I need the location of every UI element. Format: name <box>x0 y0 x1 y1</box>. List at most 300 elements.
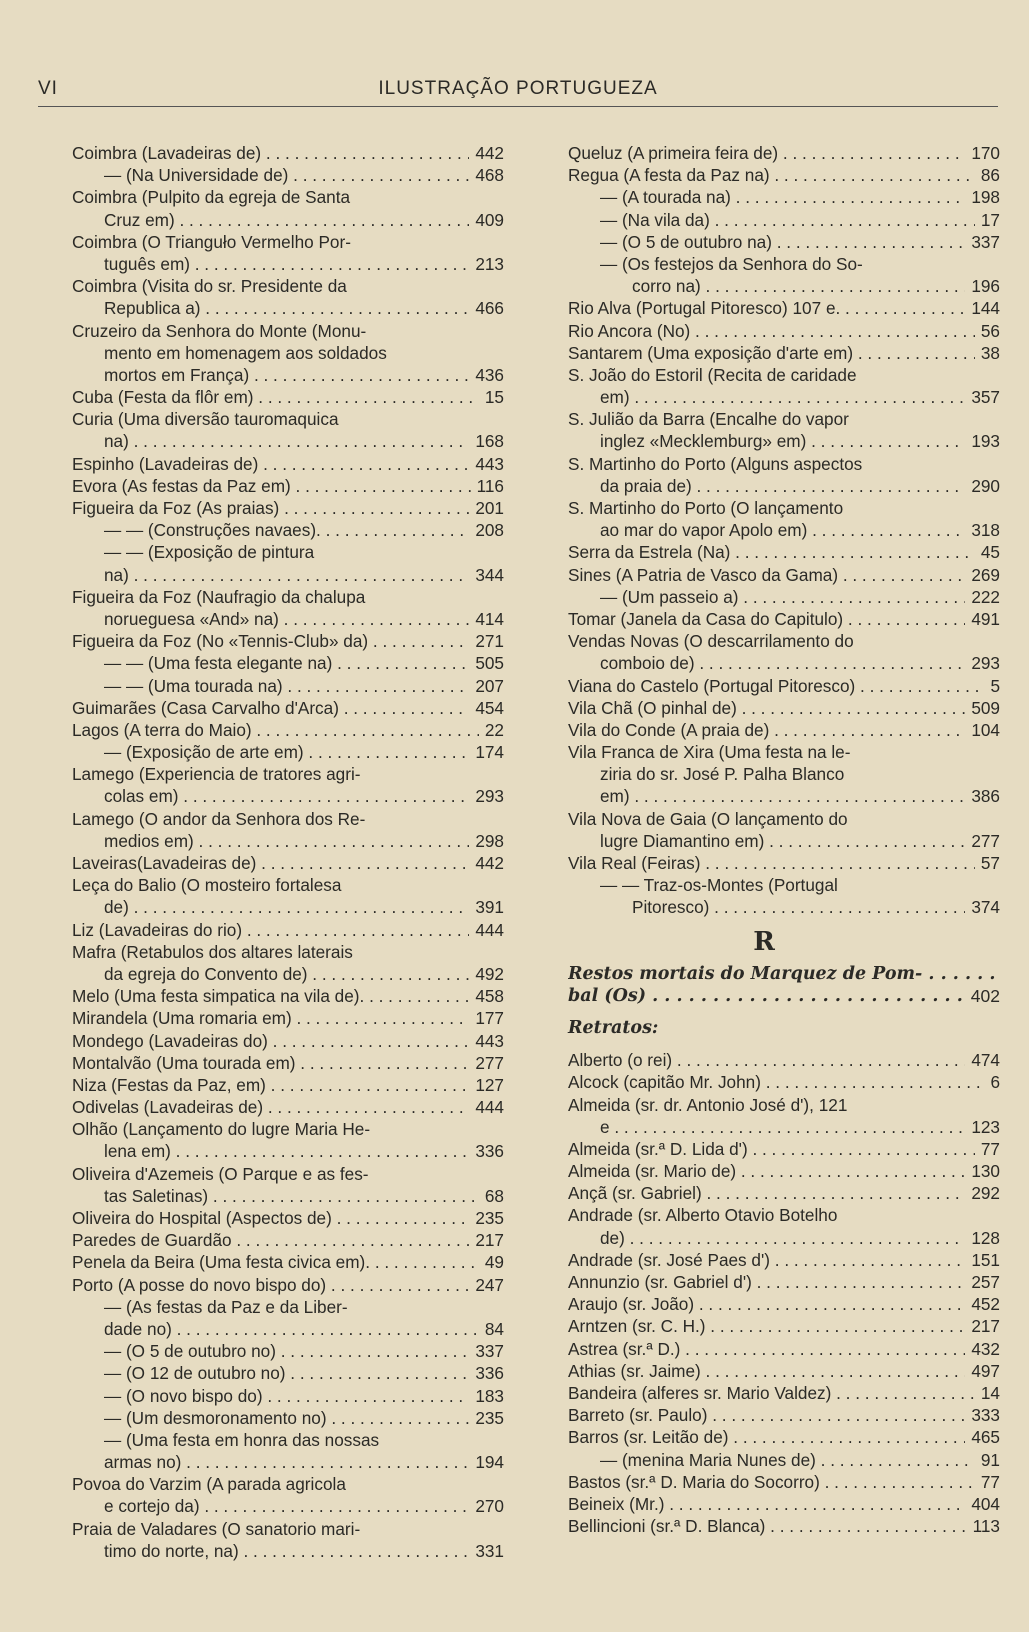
index-entry <box>72 1495 504 1517</box>
entry-page: 207 <box>469 675 504 697</box>
entry-page: 277 <box>469 1052 504 1074</box>
entry-page: 201 <box>469 497 504 519</box>
index-entry <box>568 697 1000 719</box>
entry-text: Lagos (A terra do Maio) . . . <box>72 719 504 741</box>
entry-text: Sines (A Patria de Vasco da Gama) . . . <box>568 564 1000 586</box>
entry-page: 151 <box>965 1249 1000 1271</box>
index-entry <box>72 741 504 763</box>
index-entry <box>568 453 1000 475</box>
entry-page: 318 <box>965 519 1000 541</box>
index-entry <box>568 364 1000 386</box>
index-entry <box>72 919 504 941</box>
index-entry <box>568 1049 1000 1071</box>
entry-text: Oliveira d'Azemeis (O Parque e as fes- <box>72 1163 369 1184</box>
index-entry <box>72 253 504 275</box>
index-entry <box>72 1451 504 1473</box>
index-entry <box>72 497 504 519</box>
entry-text: Viana do Castelo (Portugal Pitoresco) . . . <box>568 675 1000 697</box>
index-entry <box>568 1160 1000 1182</box>
entry-text: ziria do sr. José P. Palha Blanco <box>600 764 845 785</box>
index-entry <box>72 1030 504 1052</box>
index-entry <box>72 1362 504 1384</box>
index-column-left <box>72 142 504 1562</box>
entry-text: Ançã (sr. Gabriel) . . . <box>568 1182 1000 1204</box>
entry-page: 436 <box>469 364 504 386</box>
entry-page: 38 <box>975 342 1000 364</box>
entry-text: Alcock (capitão Mr. John) . . . <box>568 1071 1000 1093</box>
index-entry <box>72 408 504 430</box>
entry-text: da praia de) . . . <box>568 475 1000 497</box>
index-entry <box>568 675 1000 697</box>
entry-text: Curia (Uma diversão tauromaquica <box>72 409 339 430</box>
index-entry <box>72 1540 504 1562</box>
entry-text: Almeida (sr. dr. Antonio José d'), 121 <box>568 1094 848 1115</box>
entry-text: Almeida (sr. Mario de) . . . <box>568 1160 1000 1182</box>
index-entry-restos-cont <box>568 985 1000 1007</box>
entry-text: Porto (A posse do novo bispo do) . . . <box>72 1274 504 1296</box>
index-entry <box>72 1052 504 1074</box>
entry-text: Liz (Lavadeiras do rio) . . . <box>72 919 504 941</box>
entry-page: 444 <box>469 919 504 941</box>
index-entry <box>568 541 1000 563</box>
entry-text: Vendas Novas (O descarrilamento do <box>568 631 854 652</box>
entry-text: de) . . . <box>72 896 504 918</box>
entry-text: Serra da Estrela (Na) . . . <box>568 541 1000 563</box>
index-entry <box>72 1340 504 1362</box>
entry-text: — (Na Universidade de) . . . <box>72 164 504 186</box>
entry-text: — (menina Maria Nunes de) . . . <box>568 1449 1000 1471</box>
entry-text: — — (Exposição de pintura <box>104 542 315 563</box>
entry-page: 235 <box>469 1407 504 1429</box>
entry-page: 113 <box>967 1515 1000 1537</box>
entry-text: Beineix (Mr.) . . . <box>568 1493 1000 1515</box>
entry-text: medios em) . . . <box>72 830 504 852</box>
index-entry <box>72 874 504 896</box>
entry-text: Barreto (sr. Paulo) . . . <box>568 1404 1000 1426</box>
entry-page: 57 <box>975 852 1000 874</box>
entry-text: — (O 12 de outubro no) . . . <box>72 1362 504 1384</box>
entry-text: Almeida (sr.ª D. Lida d') . . . <box>568 1138 1000 1160</box>
entry-text: S. Martinho do Porto (Alguns aspectos <box>568 453 863 474</box>
entry-text: Cruz em) . . . <box>72 209 504 231</box>
entry-page: 465 <box>965 1426 1000 1448</box>
entry-text: Evora (As festas da Paz em) . . . <box>72 475 504 497</box>
entry-text: Vila do Conde (A praia de) . . . <box>568 719 1000 741</box>
index-entry <box>72 297 504 319</box>
entry-page: 56 <box>975 320 1000 342</box>
entry-text: Coimbra (O Trianguło Vermelho Por- <box>72 231 351 252</box>
entry-page: 443 <box>469 453 504 475</box>
index-entry <box>568 1271 1000 1293</box>
entry-text: timo do norte, na) . . . <box>72 1540 504 1562</box>
entry-text: Leça do Balio (O mosteiro fortalesa <box>72 875 342 896</box>
index-entry <box>568 1227 1000 1249</box>
entry-page: 257 <box>965 1271 1000 1293</box>
index-entry <box>568 142 1000 164</box>
entry-text: — (Exposição de arte em) . . . <box>72 741 504 763</box>
index-entry <box>568 253 1000 275</box>
entry-page: 235 <box>469 1207 504 1229</box>
index-entry <box>568 186 1000 208</box>
entry-text: — (O 5 de outubro no) . . . <box>72 1340 504 1362</box>
entry-text: Rio Ancora (No) . . . <box>568 320 1000 342</box>
index-entry <box>72 941 504 963</box>
index-entry <box>72 541 504 563</box>
index-entry <box>72 386 504 408</box>
index-entry <box>72 697 504 719</box>
entry-text: Coimbra (Lavadeiras de) . . . <box>72 142 504 164</box>
index-entry <box>72 320 504 342</box>
entry-text: Vila Chã (O pinhal de) . . . <box>568 697 1000 719</box>
index-entry <box>568 1182 1000 1204</box>
entry-text: tuguês em) . . . <box>72 253 504 275</box>
entry-page: 91 <box>975 1449 1000 1471</box>
entry-page: 290 <box>965 475 1000 497</box>
entry-text: — — (Construções navaes). . . . <box>72 519 504 541</box>
entry-text: Coimbra (Visita do sr. Presidente da <box>72 276 347 297</box>
index-entry <box>72 364 504 386</box>
index-entry <box>72 1207 504 1229</box>
entry-page: 442 <box>469 852 504 874</box>
entry-page: 497 <box>965 1360 1000 1382</box>
index-entry <box>568 830 1000 852</box>
entry-page: 293 <box>965 652 1000 674</box>
entry-text: S. Julião da Barra (Encalhe do vapor <box>568 409 849 430</box>
entry-page: 468 <box>469 164 504 186</box>
index-entry <box>568 475 1000 497</box>
index-entry <box>72 1007 504 1029</box>
index-entry <box>568 275 1000 297</box>
entry-text: Cuba (Festa da flôr em) . . . <box>72 386 504 408</box>
entry-text: Restos mortais do Marquez de Pom- . . . <box>568 963 1000 985</box>
index-entry <box>72 519 504 541</box>
entry-page: 123 <box>965 1116 1000 1138</box>
entry-page: 443 <box>469 1030 504 1052</box>
entry-page: 168 <box>469 430 504 452</box>
entry-page: 183 <box>469 1385 504 1407</box>
index-entry <box>72 186 504 208</box>
entry-page: 6 <box>984 1071 1000 1093</box>
index-entry <box>72 763 504 785</box>
entry-text: — (Os festejos da Senhora do So- <box>600 253 863 274</box>
entry-text: Arntzen (sr. C. H.) . . . <box>568 1315 1000 1337</box>
entry-text: Mondego (Lavadeiras do) . . . <box>72 1030 504 1052</box>
entry-page: 193 <box>965 430 1000 452</box>
index-entry <box>568 297 1000 319</box>
entry-text: Rio Alva (Portugal Pitoresco) 107 e. . . . <box>568 297 1000 319</box>
entry-text: Alberto (o rei) . . . <box>568 1049 1000 1071</box>
entry-text: mortos em França) . . . <box>72 364 504 386</box>
entry-text: Coimbra (Pulpito da egreja de Santa <box>72 187 351 208</box>
index-entry <box>568 896 1000 918</box>
entry-text: na) . . . <box>72 564 504 586</box>
index-entry <box>568 785 1000 807</box>
index-entry <box>72 985 504 1007</box>
index-entry <box>72 1251 504 1273</box>
entry-text: Olhão (Lançamento do lugre Maria He- <box>72 1119 371 1140</box>
entry-page: 217 <box>965 1315 1000 1337</box>
entry-page: 409 <box>469 209 504 231</box>
entry-page: 144 <box>965 297 1000 319</box>
entry-page: 222 <box>965 586 1000 608</box>
entry-page: 386 <box>965 785 1000 807</box>
entry-page: 432 <box>965 1338 1000 1360</box>
index-entry <box>72 808 504 830</box>
entry-page: 444 <box>469 1096 504 1118</box>
entry-page: 247 <box>469 1274 504 1296</box>
entry-page: 402 <box>965 985 1000 1007</box>
entry-page: 130 <box>965 1160 1000 1182</box>
entry-text: Mirandela (Uma romaria em) . . . <box>72 1007 504 1029</box>
index-entry <box>568 852 1000 874</box>
entry-page: 293 <box>469 785 504 807</box>
entry-text: — (Uma festa em honra das nossas <box>104 1429 380 1450</box>
entry-text: Figueira da Foz (No «Tennis-Club» da) . . . <box>72 630 504 652</box>
entry-text: Bastos (sr.ª D. Maria do Socorro) . . . <box>568 1471 1000 1493</box>
entry-page: 414 <box>469 608 504 630</box>
index-entry <box>72 719 504 741</box>
index-entry <box>568 1404 1000 1426</box>
publication-title: ILUSTRAÇÃO PORTUGUEZA <box>378 78 658 99</box>
entry-text: Praia de Valadares (O sanatorio mari- <box>72 1518 361 1539</box>
entry-text: Regua (A festa da Paz na) . . . <box>568 164 1000 186</box>
entry-page: 269 <box>965 564 1000 586</box>
entry-page: 270 <box>469 1495 504 1517</box>
index-entry <box>72 1318 504 1340</box>
entry-page: 454 <box>469 697 504 719</box>
index-entry <box>72 1385 504 1407</box>
entry-page: 45 <box>975 541 1000 563</box>
index-entry <box>72 1118 504 1140</box>
entry-page: 14 <box>975 1382 1000 1404</box>
section-letter: R <box>753 926 775 957</box>
entry-text: Vila Nova de Gaia (O lançamento do <box>568 808 848 829</box>
index-entry <box>72 564 504 586</box>
entry-text: — (Na vila da) . . . <box>568 209 1000 231</box>
index-entry <box>568 1360 1000 1382</box>
index-entry <box>568 608 1000 630</box>
entry-text: Odivelas (Lavadeiras de) . . . <box>72 1096 504 1118</box>
index-entry <box>568 497 1000 519</box>
entry-text: — (O 5 de outubro na) . . . <box>568 231 1000 253</box>
entry-page: 5 <box>984 675 1000 697</box>
index-entry <box>72 1429 504 1451</box>
entry-page: 277 <box>965 830 1000 852</box>
entry-page: 213 <box>469 253 504 275</box>
subsection-heading: Retratos: <box>568 1017 659 1038</box>
entry-page: 208 <box>469 519 504 541</box>
entry-text: — (O novo bispo do) . . . <box>72 1385 504 1407</box>
index-entry <box>568 1315 1000 1337</box>
entry-page: 86 <box>975 164 1000 186</box>
entry-text: Lamego (O andor da Senhora dos Re- <box>72 808 366 829</box>
index-entry <box>72 475 504 497</box>
entry-text: Athias (sr. Jaime) . . . <box>568 1360 1000 1382</box>
entry-text: — (A tourada na) . . . <box>568 186 1000 208</box>
entry-page: 49 <box>479 1251 504 1273</box>
index-entry <box>568 1338 1000 1360</box>
index-entry <box>72 1140 504 1162</box>
entry-text: Figueira da Foz (As praias) . . . <box>72 497 504 519</box>
entry-text: Astrea (sr.ª D.) . . . <box>568 1338 1000 1360</box>
entry-text: Araujo (sr. João) . . . <box>568 1293 1000 1315</box>
index-entry <box>568 519 1000 541</box>
index-column-right <box>568 142 1000 1537</box>
index-entry <box>568 1094 1000 1116</box>
entry-text: Espinho (Lavadeiras de) . . . <box>72 453 504 475</box>
entry-page: 492 <box>469 963 504 985</box>
entry-text: Pitoresco) . . . <box>568 896 1000 918</box>
index-entry <box>72 1163 504 1185</box>
index-entry <box>72 453 504 475</box>
entry-page: 271 <box>469 630 504 652</box>
entry-text: da egreja do Convento de) . . . <box>72 963 504 985</box>
index-entry <box>568 808 1000 830</box>
index-entry <box>568 1493 1000 1515</box>
index-entry <box>568 1426 1000 1448</box>
entry-text: Cruzeiro da Senhora do Monte (Monu- <box>72 320 367 341</box>
entry-text: Laveiras(Lavadeiras de) . . . <box>72 852 504 874</box>
entry-text: Queluz (A primeira feira de) . . . <box>568 142 1000 164</box>
entry-text: — (As festas da Paz e da Liber- <box>104 1296 348 1317</box>
entry-page: 104 <box>965 719 1000 741</box>
entry-text: corro na) . . . <box>568 275 1000 297</box>
entry-page: 22 <box>479 719 504 741</box>
entry-text: S. João do Estoril (Recita de caridade <box>568 364 857 385</box>
entry-page: 174 <box>469 741 504 763</box>
entry-text: Republica a) . . . <box>72 297 504 319</box>
entry-text: norueguesa «And» na) . . . <box>72 608 504 630</box>
index-entry <box>568 874 1000 896</box>
index-entry <box>568 430 1000 452</box>
entry-text: — — Traz-os-Montes (Portugal <box>600 875 838 896</box>
entry-text: Vila Real (Feiras) . . . <box>568 852 1000 874</box>
entry-page: 458 <box>469 985 504 1007</box>
entry-text: — (Um desmoronamento no) . . . <box>72 1407 504 1429</box>
entry-page: 344 <box>469 564 504 586</box>
entry-page: 292 <box>965 1182 1000 1204</box>
entry-text: armas no) . . . <box>72 1451 504 1473</box>
entry-text: — — (Uma festa elegante na) . . . <box>72 652 504 674</box>
entry-text: inglez «Mecklemburg» em) . . . <box>568 430 1000 452</box>
index-entry <box>72 652 504 674</box>
index-entry <box>568 209 1000 231</box>
entry-text: Tomar (Janela da Casa do Capitulo) . . . <box>568 608 1000 630</box>
index-entry <box>568 1382 1000 1404</box>
entry-text: Lamego (Experiencia de tratores agri- <box>72 764 361 785</box>
entry-page: 474 <box>965 1049 1000 1071</box>
entry-page: 491 <box>965 608 1000 630</box>
entry-page: 170 <box>965 142 1000 164</box>
index-entry <box>72 164 504 186</box>
entry-text: mento em homenagem aos soldados <box>104 342 387 363</box>
entry-page: 77 <box>975 1471 1000 1493</box>
index-list-retratos <box>568 1049 1000 1537</box>
entry-page: 357 <box>965 386 1000 408</box>
index-entry <box>72 1074 504 1096</box>
index-entry <box>72 142 504 164</box>
entry-page: 198 <box>965 186 1000 208</box>
index-entry <box>72 1274 504 1296</box>
index-entry <box>568 342 1000 364</box>
entry-text: Andrade (sr. José Paes d') . . . <box>568 1249 1000 1271</box>
entry-page: 333 <box>965 1404 1000 1426</box>
entry-text: e cortejo da) . . . <box>72 1495 504 1517</box>
entry-text: Bandeira (alferes sr. Mario Valdez) . . . <box>568 1382 1000 1404</box>
entry-text: Guimarães (Casa Carvalho d'Arca) . . . <box>72 697 504 719</box>
entry-text: de) . . . <box>568 1227 1000 1249</box>
entry-page: 404 <box>965 1493 1000 1515</box>
entry-page: 337 <box>469 1340 504 1362</box>
entry-text: Povoa do Varzim (A parada agricola <box>72 1474 346 1495</box>
index-entry <box>568 231 1000 253</box>
entry-page: 127 <box>469 1074 504 1096</box>
index-entry <box>568 1449 1000 1471</box>
entry-text: comboio de) . . . <box>568 652 1000 674</box>
entry-page: 194 <box>469 1451 504 1473</box>
index-entry <box>72 785 504 807</box>
entry-text: Bellincioni (sr.ª D. Blanca) . . . <box>568 1515 1000 1537</box>
index-entry <box>72 1185 504 1207</box>
entry-page: 442 <box>469 142 504 164</box>
index-entry <box>568 763 1000 785</box>
entry-page: 177 <box>469 1007 504 1029</box>
entry-text: ao mar do vapor Apolo em) . . . <box>568 519 1000 541</box>
entry-text: S. Martinho do Porto (O lançamento <box>568 498 844 518</box>
index-entry <box>568 1293 1000 1315</box>
entry-page: 374 <box>965 896 1000 918</box>
index-entry <box>568 1116 1000 1138</box>
entry-text: Vila Franca de Xira (Uma festa na le- <box>568 742 851 763</box>
index-entry <box>72 231 504 253</box>
entry-text: lena em) . . . <box>72 1140 504 1162</box>
entry-page: 17 <box>975 209 1000 231</box>
index-entry <box>72 209 504 231</box>
entry-text: — (Um passeio a) . . . <box>568 586 1000 608</box>
entry-text: tas Saletinas) . . . <box>72 1185 504 1207</box>
index-entry <box>568 630 1000 652</box>
entry-page: 298 <box>469 830 504 852</box>
index-entry <box>72 630 504 652</box>
index-entry <box>72 963 504 985</box>
index-entry <box>568 320 1000 342</box>
index-entry <box>72 1229 504 1251</box>
entry-page: 217 <box>469 1229 504 1251</box>
entry-page: 128 <box>965 1227 1000 1249</box>
index-entry <box>568 586 1000 608</box>
index-entry <box>568 1515 1000 1537</box>
entry-page: 116 <box>471 475 504 497</box>
entry-text: Santarem (Uma exposição d'arte em) . . . <box>568 342 1000 364</box>
entry-text: na) . . . <box>72 430 504 452</box>
entry-page: 466 <box>469 297 504 319</box>
page-number: VI <box>38 78 58 99</box>
index-entry <box>568 1249 1000 1271</box>
index-entry <box>568 164 1000 186</box>
entry-page: 391 <box>469 896 504 918</box>
entry-text: Andrade (sr. Alberto Otavio Botelho <box>568 1205 838 1226</box>
entry-page: 336 <box>469 1362 504 1384</box>
entry-text: Melo (Uma festa simpatica na vila de). . . . <box>72 985 504 1007</box>
entry-text: colas em) . . . <box>72 785 504 807</box>
entry-page: 509 <box>965 697 1000 719</box>
page-header <box>38 72 998 107</box>
entry-text: Oliveira do Hospital (Aspectos de) . . . <box>72 1207 504 1229</box>
index-entry <box>72 1518 504 1540</box>
index-entry <box>72 1096 504 1118</box>
entry-page: 84 <box>479 1318 504 1340</box>
entry-text: Mafra (Retabulos dos altares laterais <box>72 941 353 962</box>
